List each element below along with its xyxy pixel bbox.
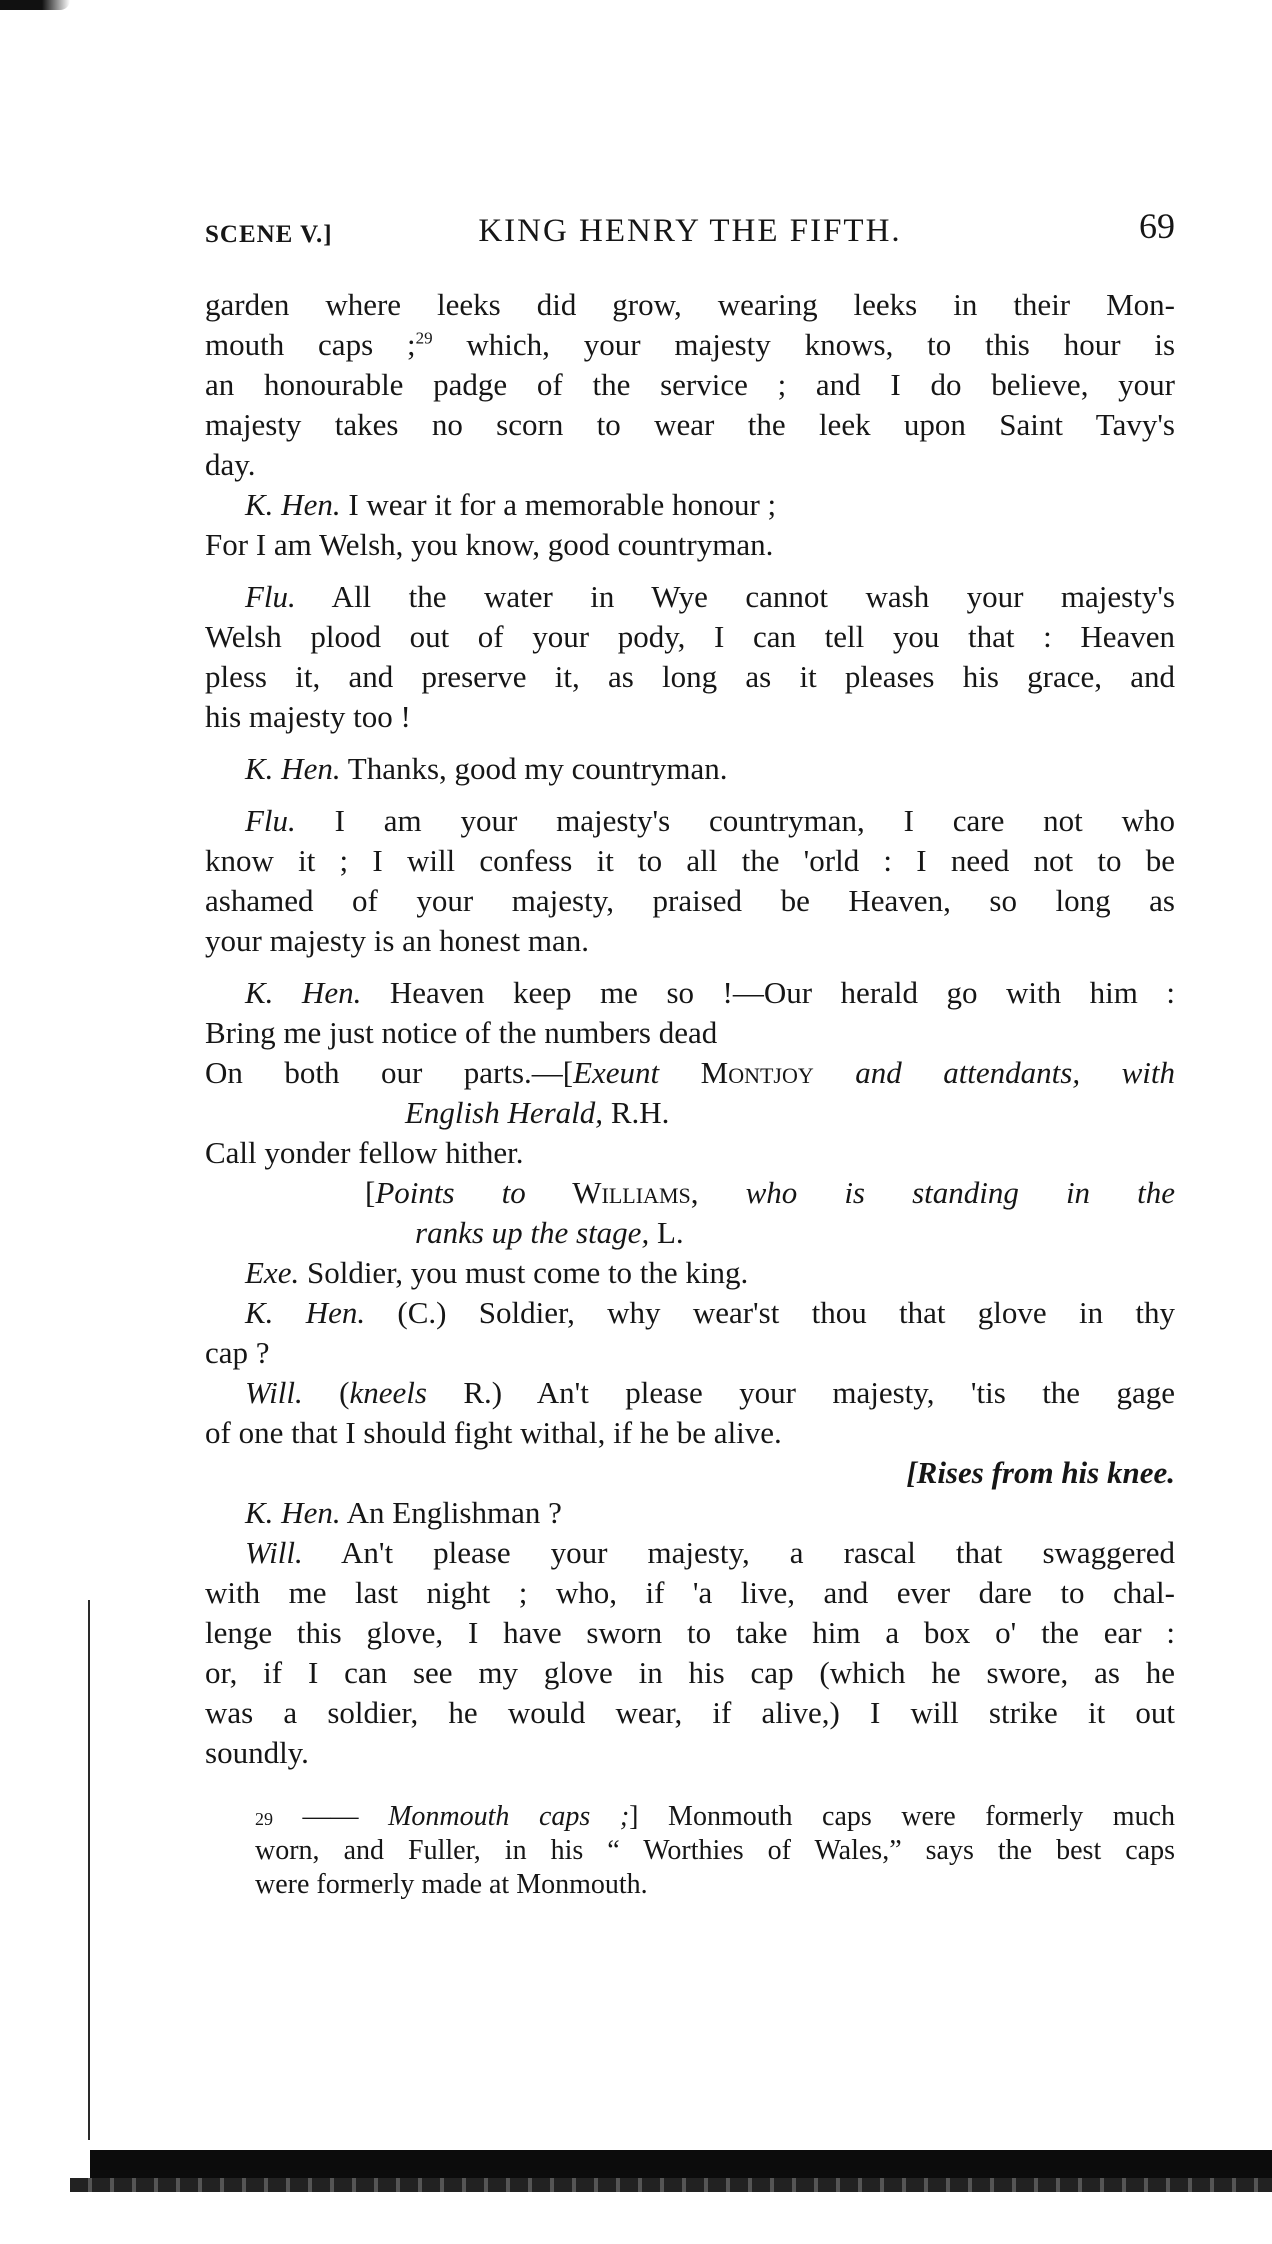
text-line: cap ? bbox=[205, 1335, 270, 1370]
text-line: your majesty is an honest man. bbox=[205, 923, 589, 958]
stage-direction-line: [Rises from his knee. bbox=[906, 1455, 1175, 1490]
text-line: ashamed of your majesty, praised be Heaven, so long as bbox=[205, 883, 1175, 918]
speech-line bbox=[205, 1493, 1175, 1533]
text-line: soundly. bbox=[205, 1735, 309, 1770]
verse-line bbox=[205, 1053, 1175, 1093]
running-header bbox=[205, 205, 1175, 255]
speech-line bbox=[205, 1253, 1175, 1293]
character-name: Montjoy bbox=[659, 1055, 814, 1090]
footnote bbox=[255, 1800, 1175, 1902]
text-span: Soldier, you must come to the king. bbox=[299, 1255, 749, 1290]
text-line: an honourable padge of the service ; and I do believe, your bbox=[205, 367, 1175, 402]
stage-direction: Exeunt bbox=[573, 1055, 660, 1090]
text-span: Heaven keep me so !—Our herald go with him : bbox=[361, 975, 1176, 1010]
text-span: ] Monmouth caps were formerly much bbox=[629, 1801, 1175, 1832]
text-line: pless it, and preserve it, as long as it pleases his grace, and bbox=[205, 659, 1175, 694]
text-line: day. bbox=[205, 447, 256, 482]
footnote-lemma: Monmouth caps ; bbox=[388, 1801, 630, 1832]
stage-position: L. bbox=[649, 1215, 684, 1250]
speaker-name: K. Hen. bbox=[245, 751, 341, 786]
speech-line bbox=[205, 485, 1175, 525]
stage-direction: kneels bbox=[349, 1375, 427, 1410]
stage-direction: who is standing in the bbox=[698, 1175, 1175, 1210]
text-span: which, your majesty knows, to this hour is bbox=[432, 327, 1176, 362]
character-name: Williams, bbox=[525, 1175, 699, 1210]
bottom-scan-band-lower bbox=[70, 2178, 1272, 2192]
speaker-name: Flu. bbox=[245, 579, 296, 614]
text-line: lenge this glove, I have sworn to take him a box o' the ear : bbox=[205, 1615, 1175, 1650]
footnote-number: 29 bbox=[255, 1809, 273, 1829]
speaker-name: Flu. bbox=[245, 803, 296, 838]
footnote-line bbox=[255, 1800, 1175, 1834]
stage-direction: and attendants, with bbox=[813, 1055, 1175, 1090]
text-line: know it ; I will confess it to all the 'orld : I need not to be bbox=[205, 843, 1175, 878]
text-span: On both our parts.—[ bbox=[205, 1055, 574, 1090]
verse-line: For I am Welsh, you know, good countryman. bbox=[205, 527, 774, 562]
speech-line bbox=[205, 973, 1175, 1013]
text-span: An Englishman ? bbox=[340, 1495, 562, 1530]
stage-direction-line bbox=[205, 1213, 1175, 1253]
text-span: I wear it for a memorable honour ; bbox=[340, 487, 777, 522]
text-line: of one that I should fight withal, if he be alive. bbox=[205, 1415, 782, 1450]
footnote-line: were formerly made at Monmouth. bbox=[255, 1869, 648, 1900]
footnote-dash: —— bbox=[273, 1801, 389, 1832]
stage-direction-line bbox=[205, 1173, 1175, 1213]
stage-direction: ranks up the stage, bbox=[415, 1215, 650, 1250]
stage-direction-line bbox=[205, 1093, 1175, 1133]
speech-line bbox=[205, 801, 1175, 841]
text-span: I am your majesty's countryman, I care not who bbox=[295, 803, 1175, 838]
running-title: KING HENRY THE FIFTH. bbox=[478, 213, 902, 249]
text-line: was a soldier, he would wear, if alive,) I will strike it out bbox=[205, 1695, 1175, 1730]
bracket: [ bbox=[365, 1175, 376, 1210]
text-span: mouth caps ; bbox=[205, 327, 416, 362]
speech-line bbox=[205, 577, 1175, 617]
text-span: ) An't please your majesty, 'tis the gage bbox=[491, 1375, 1175, 1410]
text-line: with me last night ; who, if 'a live, and ever dare to chal- bbox=[205, 1575, 1175, 1610]
text-line: Welsh plood out of your pody, I can tell you that : Heaven bbox=[205, 619, 1175, 654]
verse-line: Call yonder fellow hither. bbox=[205, 1135, 524, 1170]
speaker-name: K. Hen. bbox=[245, 1495, 341, 1530]
text-line bbox=[205, 325, 1175, 365]
speaker-name: K. Hen. bbox=[245, 975, 362, 1010]
page-number: 69 bbox=[1139, 206, 1175, 246]
speaker-name: K. Hen. bbox=[245, 487, 341, 522]
text-line: garden where leeks did grow, wearing leeks in their Mon- bbox=[205, 287, 1175, 322]
text-span: (C.) Soldier, why wear'st thou that glove in thy bbox=[365, 1295, 1175, 1330]
stage-position: R.H. bbox=[603, 1095, 670, 1130]
text-line: or, if I can see my glove in his cap (which he swore, as he bbox=[205, 1655, 1175, 1690]
text-span: ( bbox=[302, 1375, 350, 1410]
main-text bbox=[205, 285, 1175, 1773]
speaker-name: Will. bbox=[245, 1375, 303, 1410]
footnote-line: worn, and Fuller, in his “ Worthies of Wales,” says the best caps bbox=[255, 1835, 1175, 1866]
text-span: Thanks, good my countryman. bbox=[340, 751, 728, 786]
text-line: his majesty too ! bbox=[205, 699, 411, 734]
text-line: majesty takes no scorn to wear the leek upon Saint Tavy's bbox=[205, 407, 1175, 442]
speaker-name: Will. bbox=[245, 1535, 303, 1570]
speech-line bbox=[205, 1373, 1175, 1413]
text-span: All the water in Wye cannot wash your majesty's bbox=[295, 579, 1175, 614]
text-span: An't please your majesty, a rascal that swaggered bbox=[302, 1535, 1175, 1570]
binding-gutter-line bbox=[88, 1600, 90, 2140]
stage-direction: English Herald, bbox=[405, 1095, 604, 1130]
corner-scan-mark bbox=[0, 0, 70, 10]
footnote-reference: 29 bbox=[415, 328, 433, 348]
speech-line bbox=[205, 1293, 1175, 1333]
speaker-name: K. Hen. bbox=[245, 1295, 366, 1330]
stage-position: R. bbox=[426, 1375, 492, 1410]
scene-label: SCENE V.] bbox=[205, 221, 333, 248]
speech-line bbox=[205, 749, 1175, 789]
speaker-name: Exe. bbox=[245, 1255, 300, 1290]
speech-line bbox=[205, 1533, 1175, 1573]
verse-line: Bring me just notice of the numbers dead bbox=[205, 1015, 718, 1050]
bottom-scan-band bbox=[90, 2150, 1272, 2178]
stage-direction: Points to bbox=[375, 1175, 526, 1210]
